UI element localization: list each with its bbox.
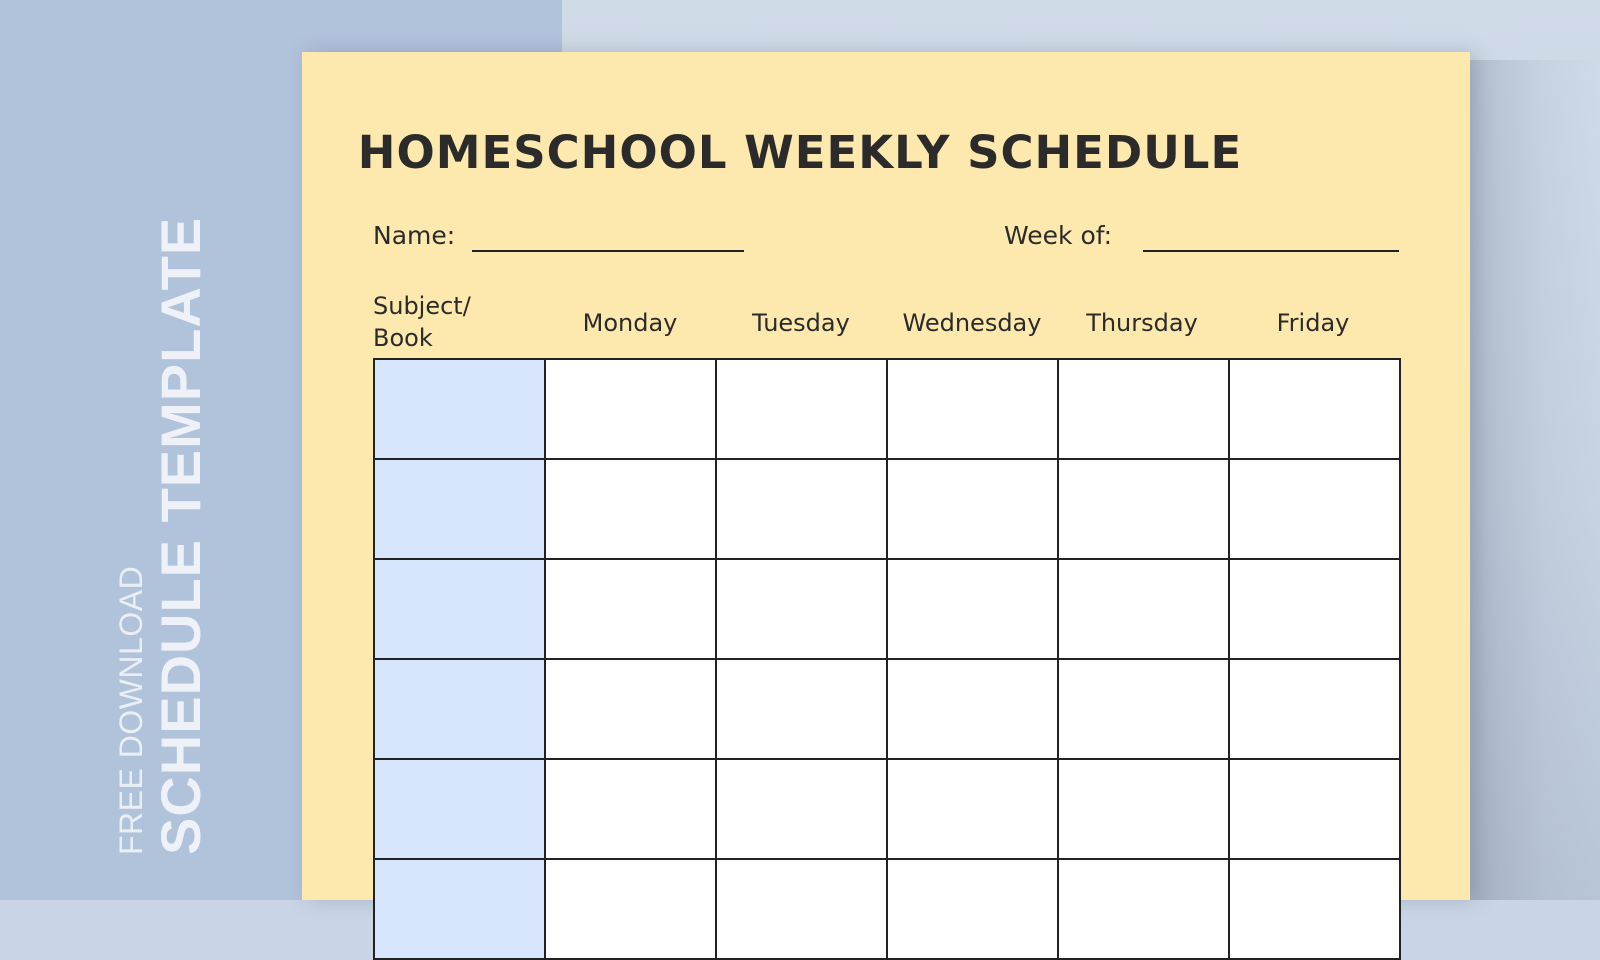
schedule-cell[interactable] (888, 360, 1059, 460)
subject-cell[interactable] (375, 660, 546, 760)
schedule-cell[interactable] (717, 660, 888, 760)
subject-header-line1: Subject/ (373, 292, 471, 320)
subject-cell[interactable] (375, 360, 546, 460)
schedule-cell[interactable] (717, 560, 888, 660)
table-row (375, 660, 1401, 760)
week-of-field[interactable] (1143, 250, 1399, 252)
schedule-cell[interactable] (888, 560, 1059, 660)
page-title: HOMESCHOOL WEEKLY SCHEDULE (357, 126, 1243, 179)
side-banner-schedule-template: SCHEDULE TEMPLATE (149, 216, 212, 855)
schedule-cell[interactable] (546, 360, 717, 460)
day-header-wednesday: Wednesday (902, 309, 1042, 337)
schedule-cell[interactable] (888, 760, 1059, 860)
schedule-cell[interactable] (717, 460, 888, 560)
schedule-cell[interactable] (1059, 660, 1230, 760)
schedule-cell[interactable] (717, 860, 888, 960)
subject-cell[interactable] (375, 760, 546, 860)
schedule-cell[interactable] (1230, 860, 1401, 960)
schedule-cell[interactable] (1230, 360, 1401, 460)
schedule-cell[interactable] (717, 360, 888, 460)
table-row (375, 360, 1401, 460)
schedule-cell[interactable] (1059, 560, 1230, 660)
paper-shadow (1460, 60, 1600, 900)
table-row (375, 460, 1401, 560)
schedule-cell[interactable] (546, 660, 717, 760)
subject-cell[interactable] (375, 460, 546, 560)
name-label: Name: (373, 221, 456, 250)
day-header-tuesday: Tuesday (752, 309, 850, 337)
schedule-cell[interactable] (546, 460, 717, 560)
day-header-monday: Monday (582, 309, 678, 337)
table-row (375, 760, 1401, 860)
schedule-cell[interactable] (546, 560, 717, 660)
day-header-thursday: Thursday (1086, 309, 1198, 337)
schedule-cell[interactable] (1230, 460, 1401, 560)
schedule-cell[interactable] (1230, 760, 1401, 860)
day-header-friday: Friday (1276, 309, 1350, 337)
schedule-cell[interactable] (1230, 660, 1401, 760)
schedule-grid (373, 358, 1401, 960)
subject-header-line2: Book (373, 324, 433, 352)
week-of-label: Week of: (1004, 221, 1113, 250)
subject-cell[interactable] (375, 560, 546, 660)
schedule-cell[interactable] (1059, 360, 1230, 460)
side-banner-free-download: FREE DOWNLOAD (113, 565, 149, 855)
schedule-cell[interactable] (888, 860, 1059, 960)
schedule-cell[interactable] (888, 660, 1059, 760)
name-field[interactable] (472, 250, 744, 252)
schedule-cell[interactable] (546, 760, 717, 860)
side-banner (110, 217, 210, 855)
subject-cell[interactable] (375, 860, 546, 960)
schedule-cell[interactable] (546, 860, 717, 960)
table-row (375, 860, 1401, 960)
table-row (375, 560, 1401, 660)
subject-book-header (373, 290, 471, 354)
schedule-cell[interactable] (1059, 860, 1230, 960)
schedule-cell[interactable] (717, 760, 888, 860)
schedule-cell[interactable] (888, 460, 1059, 560)
schedule-cell[interactable] (1059, 460, 1230, 560)
schedule-cell[interactable] (1059, 760, 1230, 860)
schedule-cell[interactable] (1230, 560, 1401, 660)
